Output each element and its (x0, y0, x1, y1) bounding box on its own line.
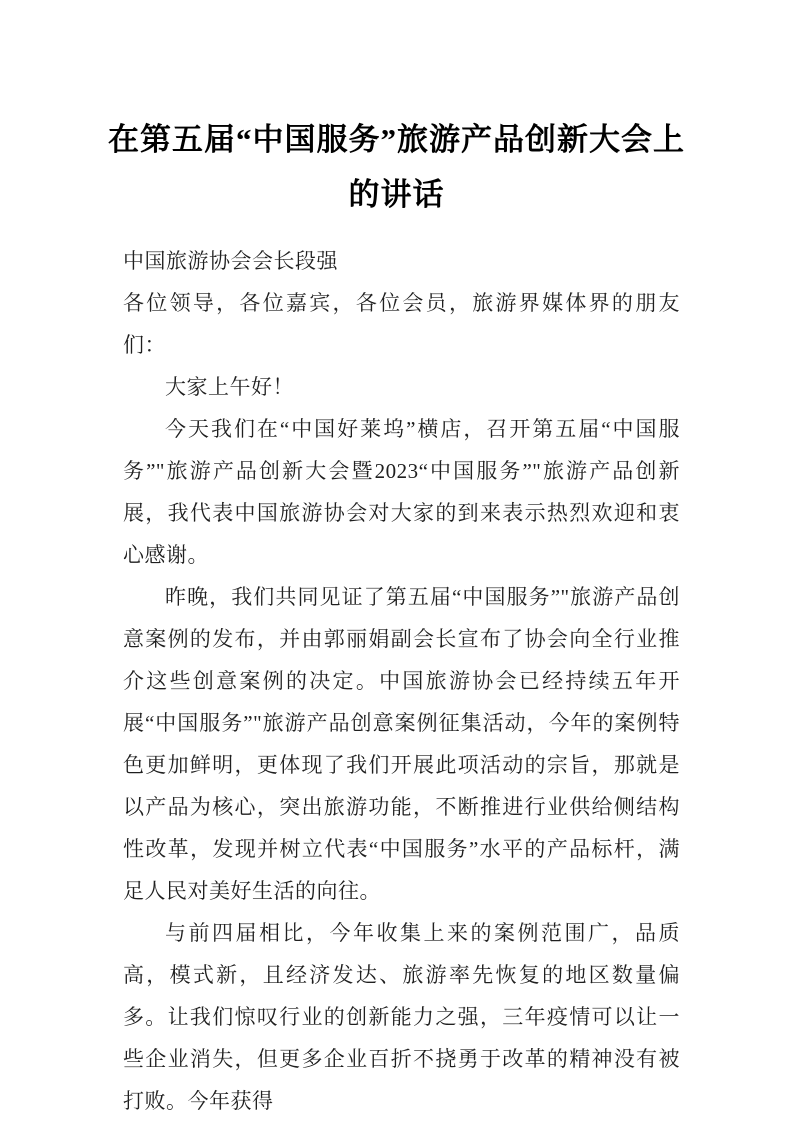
document-title (0, 112, 793, 222)
document-title-line-1: 在第五届“中国服务”旅游产品创新大会上 (108, 122, 685, 157)
paragraph-case-release: 昨晚，我们共同见证了第五届“中国服务”"旅游产品创意案例的发布，并由郭丽娟副会长宣布了协会向全行业推介这些创意案例的决定。中国旅游协会已经持续五年开展“中国服务”"旅游产品创意案例征集活动，今年的案例特色更加鲜明，更体现了我们开展此项活动的宗旨，那就是以产品为核心，突出旅游功能，不断推进行业供给侧结构性改革，发现并树立代表“中国服务”水平的产品标杆，满足人民对美好生活的向往。 (123, 585, 680, 903)
paragraph-greeting: 大家上午好！ (165, 375, 294, 399)
paragraph-salutation: 各位领导，各位嘉宾，各位会员，旅游界媒体界的朋友们： (123, 291, 680, 357)
paragraph-comparison: 与前四届相比，今年收集上来的案例范围广，品质高，模式新，且经济发达、旅游率先恢复的地区数量偏多。让我们惊叹行业的创新能力之强，三年疫情可以让一些企业消失，但更多企业百折不挠勇于改革的精神没有被打败。今年获得 (123, 921, 680, 1113)
paragraph-opening: 今天我们在“中国好莱坞”横店，召开第五届“中国服务”"旅游产品创新大会暨2023“中国服务”"旅游产品创新展，我代表中国旅游协会对大家的到来表示热烈欢迎和衷心感谢。 (123, 417, 680, 567)
document-title-line-2: 的讲话 (348, 177, 445, 212)
document-body (123, 240, 680, 1122)
paragraph-speaker: 中国旅游协会会长段强 (123, 249, 338, 273)
